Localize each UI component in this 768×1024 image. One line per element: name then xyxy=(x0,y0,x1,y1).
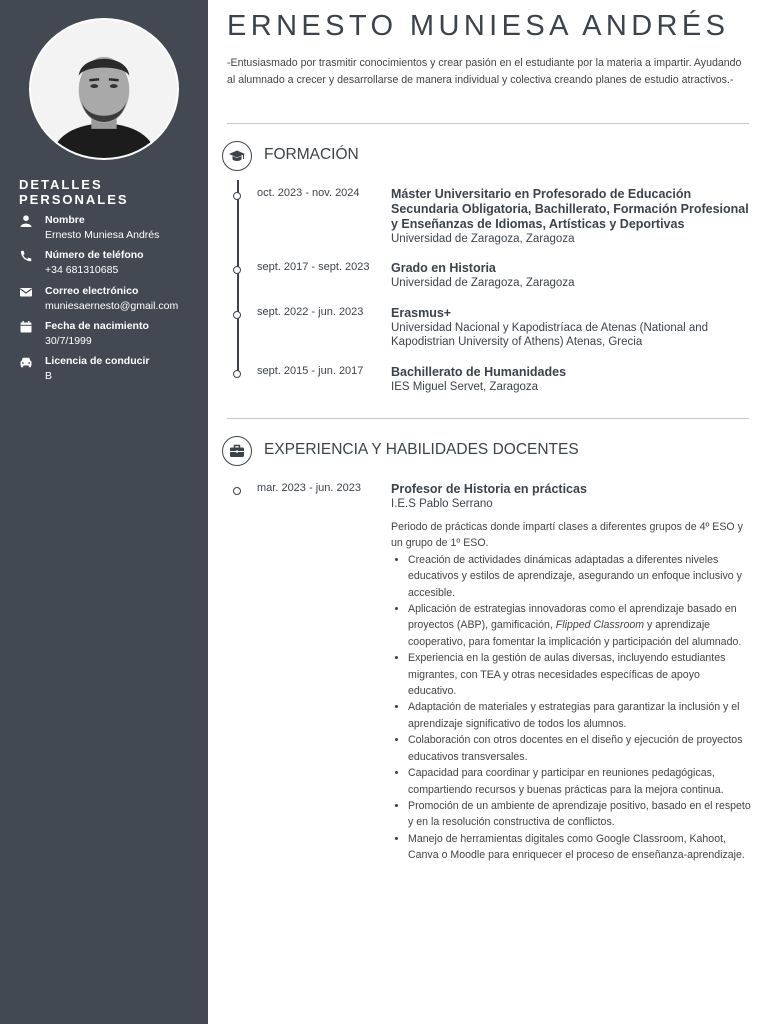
list-item-text: y aprendizaje cooperativo, para fomentar la implicación y participación del alumnado. xyxy=(408,619,742,648)
detail-label: Número de teléfono xyxy=(45,249,144,261)
detail-label: Correo electrónico xyxy=(45,285,139,297)
entry-description: Periodo de prácticas donde impartí clases a diferentes grupos de 4º ESO y un grupo de 1º ESO. xyxy=(391,521,743,550)
list-item: • Promoción de un ambiente de aprendizaje positivo, basado en el respeto y en la resolución constructiva de conflictos. xyxy=(408,798,751,831)
experience-entry xyxy=(391,482,751,864)
timeline-dot xyxy=(233,487,241,495)
entry-subtitle: Universidad de Zaragoza, Zaragoza xyxy=(391,233,575,245)
education-entry xyxy=(391,261,751,290)
education-entry xyxy=(391,365,751,394)
list-item: • Experiencia en la gestión de aulas diversas, incluyendo estudiantes migrantes, con TEA y otras necesidades específicas de apoyo educativo. xyxy=(408,650,751,699)
detail-label: Licencia de conducir xyxy=(45,355,150,367)
list-item: • Colaboración con otros docentes en el diseño y ejecución de proyectos educativos transversales. xyxy=(408,732,751,765)
responsibilities-list xyxy=(391,552,751,864)
entry-date: sept. 2015 - jun. 2017 xyxy=(257,365,364,377)
divider xyxy=(227,418,749,419)
entry-title: Máster Universitario en Profesorado de Educación Secundaria Obligatoria, Bachillerato, Formación Profesional y Enseñanzas de Idiomas, Artísticas y Deportivas xyxy=(391,187,749,231)
entry-title: Profesor de Historia en prácticas xyxy=(391,482,587,496)
list-item: • Creación de actividades dinámicas adaptadas a diferentes niveles educativos y estilos de aprendizaje, asegurando un enfoque inclusivo y accesible. xyxy=(408,552,751,601)
entry-title: Bachillerato de Humanidades xyxy=(391,365,567,379)
entry-date: oct. 2023 - nov. 2024 xyxy=(257,187,360,199)
education-icon-badge xyxy=(222,141,252,171)
education-entry xyxy=(391,306,751,349)
detail-label: Nombre xyxy=(45,214,85,226)
list-item: • Manejo de herramientas digitales como Google Classroom, Kahoot, Canva o Moodle para enriquecer el proceso de enseñanza-aprendizaje. xyxy=(408,831,751,864)
briefcase-icon xyxy=(228,442,246,460)
experience-section-title: EXPERIENCIA Y HABILIDADES DOCENTES xyxy=(264,441,579,458)
detail-value: B xyxy=(45,370,53,382)
list-item: • Capacidad para coordinar y participar en reuniones pedagógicas, compartiendo recursos y buenas prácticas para la mejora continua. xyxy=(408,765,751,798)
calendar-icon xyxy=(19,321,33,333)
entry-title: Grado en Historia xyxy=(391,261,496,275)
person-icon xyxy=(19,215,33,227)
list-item-text: Aplicación de estrategias innovadoras como el aprendizaje basado en proyectos (ABP), gamificación, xyxy=(408,603,737,632)
entry-date: mar. 2023 - jun. 2023 xyxy=(257,482,361,494)
list-item xyxy=(408,601,751,650)
entry-date: sept. 2022 - jun. 2023 xyxy=(257,306,364,318)
list-item-emphasis: Flipped Classroom xyxy=(555,619,645,632)
entry-subtitle: IES Miguel Servet, Zaragoza xyxy=(391,381,539,393)
entry-subtitle: I.E.S Pablo Serrano xyxy=(391,498,493,510)
timeline-line xyxy=(237,180,239,374)
timeline-dot xyxy=(233,370,241,378)
graduation-cap-icon xyxy=(228,147,246,165)
list-item: • Adaptación de materiales y estrategias para garantizar la inclusión y el aprendizaje significativo de todos los alumnos. xyxy=(408,699,751,732)
divider xyxy=(227,123,749,124)
experience-icon-badge xyxy=(222,436,252,466)
detail-value: +34 681310685 xyxy=(45,264,119,276)
mail-icon xyxy=(19,286,33,298)
candidate-name: ERNESTO MUNIESA ANDRÉS xyxy=(227,10,730,42)
timeline-dot xyxy=(233,311,241,319)
entry-title: Erasmus+ xyxy=(391,306,452,320)
detail-label: Fecha de nacimiento xyxy=(45,320,149,332)
profile-photo-image xyxy=(31,20,177,158)
detail-value: 30/7/1999 xyxy=(45,335,92,347)
detail-value: muniesaernesto@gmail.com xyxy=(45,300,179,312)
entry-date: sept. 2017 - sept. 2023 xyxy=(257,261,370,273)
main-content xyxy=(208,0,768,1024)
personal-details-heading: DETALLES PERSONALES xyxy=(19,177,129,207)
car-icon xyxy=(19,356,33,368)
entry-subtitle: Universidad Nacional y Kapodistríaca de Atenas (National and Kapodistrian University of Athens) Atenas, Grecia xyxy=(391,322,709,348)
timeline-dot xyxy=(233,266,241,274)
timeline-dot xyxy=(233,192,241,200)
phone-icon xyxy=(19,250,33,262)
entry-subtitle: Universidad de Zaragoza, Zaragoza xyxy=(391,277,575,289)
sidebar xyxy=(0,0,208,1024)
profile-photo xyxy=(29,18,179,160)
detail-value: Ernesto Muniesa Andrés xyxy=(45,229,160,241)
education-entry xyxy=(391,187,751,246)
profile-summary: -Entusiasmado por trasmitir conocimientos y crear pasión en el estudiante por la materia a impartir. Ayudando al alumnado a crecer y desarrollarse de manera individual y colectiva creando planes de estudio atractivos.- xyxy=(227,57,742,86)
education-section-title: FORMACIÓN xyxy=(264,146,359,163)
